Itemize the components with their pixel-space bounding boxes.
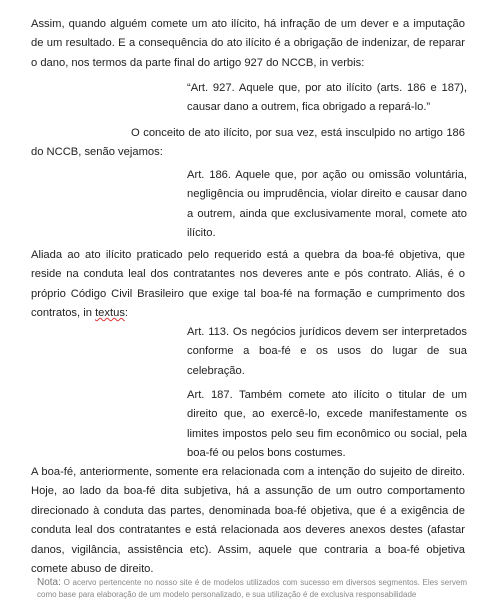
paragraph-text-end: :: [124, 307, 129, 320]
paragraph-boa-fe-subjetiva: A boa-fé, anteriormente, somente era relacionada com a intenção do sujeito de direito. Hoje, ao lado da boa-fé dita subjetiva, há a assunção de um outro comportamento direcionado à conduta das partes, denominada boa-fé objetiva, que é a exigência de conduta leal dos contratantes e está relacionada aos deveres anexos destes (afastar danos, vigilância, assistência etc). Assim, aquele que contraria a boa-fé objetiva comete abuso de direito.: [31, 466, 465, 576]
quote-art-186: Art. 186. Aquele que, por ação ou omissão voluntária, negligência ou imprudência, violar direito e causar dano a outrem, ainda que exclusivamente moral, comete ato ilícito.: [187, 169, 467, 240]
paragraph-boa-fe-objetiva: [31, 246, 465, 324]
footer-note: [37, 577, 467, 600]
quote-art-927: “Art. 927. Aquele que, por ato ilícito (arts. 186 e 187), causar dano a outrem, fica obrigado a repará-lo.”: [187, 82, 467, 114]
footer-note-label: Nota:: [37, 577, 61, 588]
paragraph-ato-ilicito: Assim, quando alguém comete um ato ilícito, há infração de um dever e a imputação de um resultado. E a consequência do ato ilícito é a obrigação de indenizar, de reparar o dano, nos termos da parte final do artigo 927 do NCCB, in verbis:: [31, 18, 465, 69]
document-page: [31, 0, 467, 600]
paragraph-text: Aliada ao ato ilícito praticado pelo requerido está a quebra da boa-fé objetiva, que reside na conduta leal dos contratantes nos deveres ante e pós contrato. Aliás, é o próprio Código Civil Brasileiro que exige tal boa-fé na formação e cumprimento dos contratos, in: [31, 249, 465, 320]
footer-note-text: O acervo pertencente no nosso site é de modelos utilizados com sucesso em diversos segmentos. Eles servem como base para elaboração de um modelo personalizado, e sua utilização é de exclusiva responsabilidade: [37, 578, 467, 599]
quote-art-113: Art. 113. Os negócios jurídicos devem ser interpretados conforme a boa-fé e os usos do lugar de sua celebração.: [187, 326, 467, 377]
misspelled-word[interactable]: textus: [95, 307, 125, 320]
quote-art-187: Art. 187. Também comete ato ilícito o titular de um direito que, ao exercê-lo, excede manifestamente os limites impostos pelo seu fim econômico ou social, pela boa-fé ou pelos bons costumes.: [187, 389, 467, 460]
paragraph-conceito: O conceito de ato ilícito, por sua vez, está insculpido no artigo 186 do NCCB, senão vejamos:: [31, 127, 465, 159]
